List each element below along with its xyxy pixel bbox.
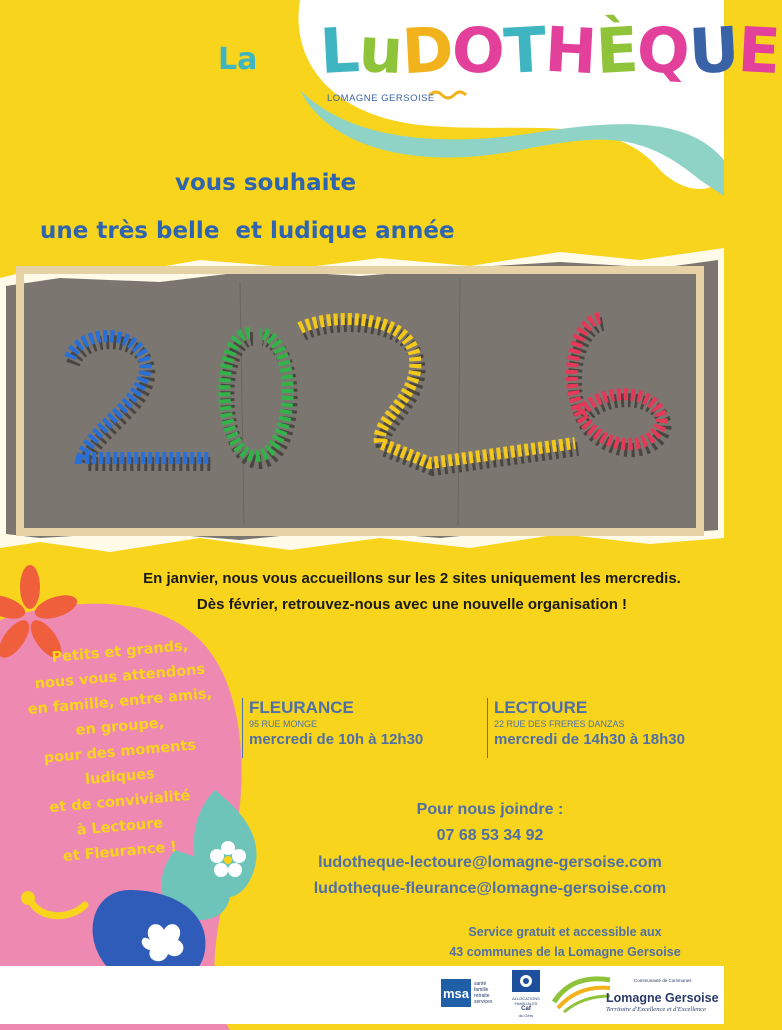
site-hours: mercredi de 14h30 à 18h30	[494, 731, 685, 748]
logo-letter: O	[450, 12, 506, 89]
caf-line: ALLOCATIONS	[512, 996, 540, 1001]
invitation-line: en famille, entre amis,	[27, 685, 213, 719]
lg-top-label: Communauté de Communes	[634, 978, 692, 983]
site-name: LECTOURE	[494, 698, 588, 717]
logo-letter: H	[543, 12, 598, 89]
svg-text:msa: msa	[442, 986, 470, 1001]
contact-title: Pour nous joindre :	[416, 801, 564, 818]
msa-icon	[441, 979, 471, 1007]
service-line-1: Service gratuit et accessible aux	[468, 925, 662, 939]
caf-line: du Gers	[518, 1013, 534, 1018]
logo-letter: E	[736, 12, 782, 89]
lg-tagline: Territoire d'Excellence et d'Excellence	[606, 1006, 706, 1013]
site-address: 95 RUE MONGE	[249, 719, 318, 729]
site-name: FLEURANCE	[249, 698, 354, 717]
info-line-2: Dès février, retrouvez-nous avec une nouvelle organisation !	[196, 596, 628, 613]
site-address: 22 RUE DES FRERES DANZAS	[494, 719, 625, 729]
invitation-line: Petits et grands,	[51, 638, 189, 666]
caf-logo	[508, 970, 544, 1018]
logo-letter: U	[687, 12, 741, 89]
invitation-line: nous vous attendons	[34, 661, 206, 693]
logo-letter: T	[501, 12, 547, 89]
invitation-line: en groupe,	[75, 715, 165, 739]
msa-line: retraite	[474, 993, 490, 999]
invitation-text	[0, 640, 240, 865]
lomagne-gersoise-emblem-icon	[552, 972, 612, 1012]
contact-email-lectoure[interactable]: ludotheque-lectoure@lomagne-gersoise.com	[318, 854, 662, 871]
logo-letter: Q	[635, 12, 692, 89]
invitation-line: et de convivialité	[48, 787, 192, 817]
logo-letter: u	[356, 12, 404, 89]
ludotheque-logo	[318, 12, 782, 89]
logo-letter: È	[594, 12, 640, 89]
msa-line: santé	[474, 981, 487, 987]
caf-emblem-icon	[512, 970, 540, 992]
info-line-1: En janvier, nous vous accueillons sur les 2 sites uniquement les mercredis.	[143, 570, 681, 587]
caf-line: FAMILIALES	[514, 1001, 538, 1006]
logo-letter: L	[318, 13, 361, 88]
invitation-line: ludiques	[84, 765, 156, 789]
site-fleurance	[242, 698, 423, 758]
logo-subtitle: LOMAGNE GERSOISE	[327, 93, 435, 104]
dominoes-2026-photo	[0, 238, 724, 568]
wish-line-2: une très belle et ludique année	[40, 218, 455, 244]
msa-line: services	[474, 999, 493, 1005]
wish-line-1: vous souhaite	[175, 170, 357, 196]
contact-phone[interactable]: 07 68 53 34 92	[436, 827, 544, 844]
caf-line: Caf	[521, 1006, 531, 1012]
service-note	[420, 922, 710, 962]
invitation-line: pour des moments	[43, 737, 197, 767]
invitation-line: à Lectoure	[76, 815, 164, 839]
la-word: La	[218, 42, 258, 77]
contact-email-fleurance[interactable]: ludotheque-fleurance@lomagne-gersoise.com	[313, 880, 667, 897]
site-hours: mercredi de 10h à 12h30	[249, 731, 424, 748]
contact-block	[270, 798, 710, 902]
msa-logo	[441, 979, 492, 1007]
invitation-line: et Fleurance !	[62, 839, 178, 865]
site-lectoure	[487, 698, 685, 758]
service-line-2: 43 communes de la Lomagne Gersoise	[449, 945, 681, 959]
logo-letter: D	[399, 12, 454, 89]
msa-line: famille	[474, 987, 489, 993]
lg-name: Lomagne Gersoise	[606, 991, 719, 1005]
